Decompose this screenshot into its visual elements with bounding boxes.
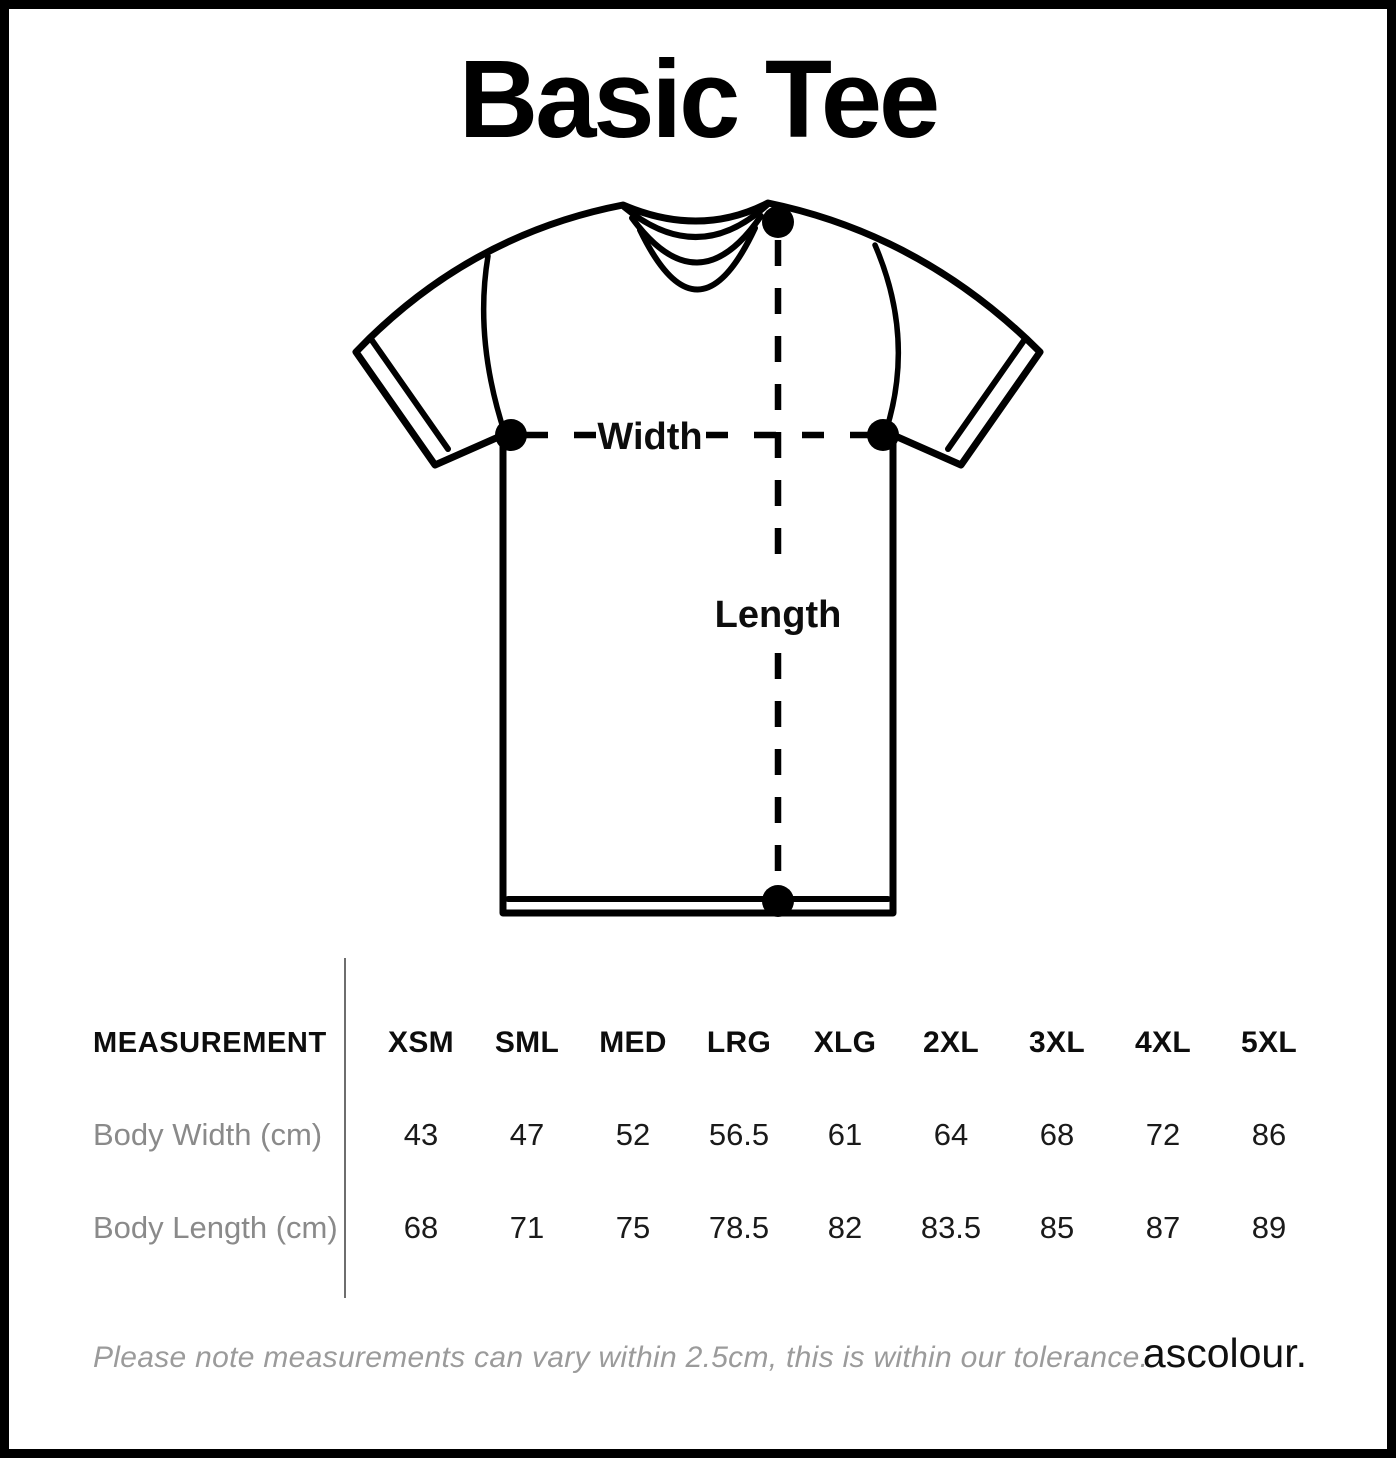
measure-point-neck-dot [762,206,794,238]
body-width-value-3xl: 68 [1039,1117,1075,1152]
measure-point-hem-dot [762,885,794,917]
body-length-value-2xl: 83.5 [920,1210,982,1245]
tee-outline [356,203,1040,913]
body-width-value-med: 52 [615,1117,651,1152]
row-label-body-length: Body Length (cm) [93,1210,338,1245]
body-length-value-lrg: 78.5 [708,1210,770,1245]
tolerance-note: Please note measurements can vary within 2.5cm, this is within our tolerance. [93,1341,1149,1374]
brand-logo: ascolour. [1142,1330,1307,1376]
column-header-xsm: XSM [388,1026,454,1059]
length-measure-label: Length [714,594,842,636]
body-length-value-xlg: 82 [827,1210,863,1245]
body-width-value-xlg: 61 [827,1117,863,1152]
column-header-3xl: 3XL [1029,1026,1085,1059]
column-header-5xl: 5XL [1241,1026,1297,1059]
row-label-body-width: Body Width (cm) [93,1117,323,1152]
body-length-value-5xl: 89 [1251,1210,1287,1245]
measure-point-right-underarm-dot [867,419,899,451]
width-measure-label: Width [597,416,703,458]
measure-point-left-underarm-dot [495,419,527,451]
column-header-xlg: XLG [813,1026,877,1059]
table-row-body-length [0,1207,1322,1249]
body-width-value-4xl: 72 [1145,1117,1181,1152]
column-header-2xl: 2XL [923,1026,979,1059]
column-header-sml: SML [494,1026,560,1059]
column-header-4xl: 4XL [1135,1026,1191,1059]
body-width-value-5xl: 86 [1251,1117,1287,1152]
column-header-lrg: LRG [706,1026,772,1059]
column-header-measurement: MEASUREMENT [93,1026,327,1059]
body-width-value-lrg: 56.5 [708,1117,770,1152]
table-row-body-width [0,1114,1322,1156]
body-length-value-sml: 71 [509,1210,545,1245]
body-length-value-3xl: 85 [1039,1210,1075,1245]
page-title: Basic Tee [458,38,938,161]
body-width-value-sml: 47 [509,1117,545,1152]
body-length-value-xsm: 68 [403,1210,439,1245]
body-length-value-med: 75 [615,1210,651,1245]
table-header-row [0,1022,1322,1064]
column-header-med: MED [599,1026,667,1059]
body-width-value-2xl: 64 [933,1117,969,1152]
body-width-value-xsm: 43 [403,1117,439,1152]
tshirt-diagram [348,190,1048,920]
body-length-value-4xl: 87 [1145,1210,1181,1245]
